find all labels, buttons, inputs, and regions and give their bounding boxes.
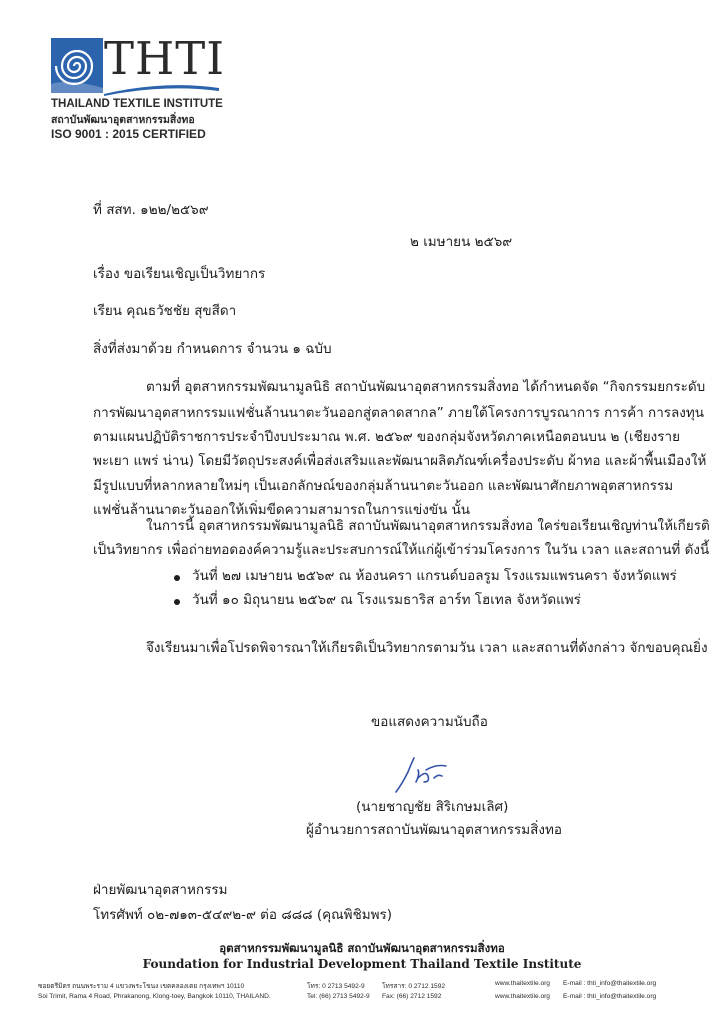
iso-certification: ISO 9001 : 2015 CERTIFIED xyxy=(51,127,206,141)
footer-org-en: Foundation for Industrial Development Thailand Textile Institute xyxy=(142,957,582,971)
paragraph-line: ในการนี้ อุตสาหกรรมพัฒนามูลนิธิ สถาบันพัฒนาอุตสาหกรรมสิ่งทอ ใคร่ขอเรียนเชิญท่านให้เกียรติ xyxy=(146,518,710,534)
reference-number: ที่ สสท. ๑๒๒/๒๕๖๙ xyxy=(93,202,209,218)
footer-email: E-mail : thti_info@thaitextile.org xyxy=(563,993,657,1000)
signer-name: (นายชาญชัย สิริเกษมเลิศ) xyxy=(356,799,509,815)
signature-image xyxy=(388,748,468,796)
spiral-logo-icon xyxy=(51,38,103,93)
list-item: วันที่ ๑๐ มิถุนายน ๒๕๖๙ ณ โรงแรมธาริส อาร์ท โฮเทล จังหวัดแพร่ xyxy=(192,592,581,608)
footer-fax-th: โทรสาร: 0 2712 1592 xyxy=(382,983,446,990)
logo-name-en: THAILAND TEXTILE INSTITUTE xyxy=(51,98,223,110)
logo-abbreviation: THTI xyxy=(104,32,226,85)
paragraph-line: การพัฒนาอุตสาหกรรมแฟชั่นล้านนาตะวันออกสู่ตลาดสากล” ภายใต้โครงการบูรณาการ การค้า การลงทุน xyxy=(93,405,705,421)
paragraph-line: แฟชั่นล้านนาตะวันออกให้เพิ่มขีดความสามารถในการแข่งขัน นั้น xyxy=(93,502,471,518)
footer-website: www.thaitextile.org xyxy=(495,993,550,1000)
enclosure: สิ่งที่ส่งมาด้วย กำหนดการ จำนวน ๑ ฉบับ xyxy=(93,341,332,357)
complimentary-close: ขอแสดงความนับถือ xyxy=(371,714,488,730)
logo-swoosh xyxy=(104,82,219,96)
footer-website: www.thaitextile.org xyxy=(495,980,550,987)
bullet-icon xyxy=(174,575,180,581)
logo-name-th: สถาบันพัฒนาอุตสาหกรรมสิ่งทอ xyxy=(51,114,195,126)
recipient: เรียน คุณธวัชชัย สุขสีดา xyxy=(93,303,237,319)
footer-email: E-mail : thti_info@thaitextile.org xyxy=(563,980,657,987)
paragraph-line: เป็นวิทยากร เพื่อถ่ายทอดองค์ความรู้และประสบการณ์ให้แก่ผู้เข้าร่วมโครงการ ในวัน เวลา และสถานที่ ดังนี้ xyxy=(93,542,710,558)
footer-address-th: ซอยตรีมิตร ถนนพระราม 4 แขวงพระโขนง เขตคลองเตย กรุงเทพฯ 10110 xyxy=(38,983,245,990)
footer-tel-th: โทร: 0 2713 5492-9 xyxy=(307,983,365,990)
paragraph-line: มีรูปแบบที่หลากหลายใหม่ๆ เป็นเอกลักษณ์ของกลุ่มล้านนาตะวันออก และพัฒนาศักยภาพอุตสาหกรรม xyxy=(93,478,674,494)
footer-org-th: อุตสาหกรรมพัฒนามูลนิธิ สถาบันพัฒนาอุตสาหกรรมสิ่งทอ xyxy=(219,941,505,955)
letter-date: ๒ เมษายน ๒๕๖๙ xyxy=(410,234,513,250)
footer-address-en: Soi Trimit, Rama 4 Road, Phrakanong, Klong-toey, Bangkok 10110, THAILAND. xyxy=(38,993,271,1000)
department: ฝ่ายพัฒนาอุตสาหกรรม xyxy=(93,882,228,898)
footer-tel-en: Tel: (66) 2713 5492-9 xyxy=(307,993,370,1000)
footer-fax-en: Fax: (66) 2712 1592 xyxy=(382,993,442,1000)
paragraph-line: ตามที่ อุตสาหกรรมพัฒนามูลนิธิ สถาบันพัฒนาอุตสาหกรรมสิ่งทอ ได้กำหนดจัด “กิจกรรมยกระดับ xyxy=(146,379,706,395)
paragraph-line: พะเยา แพร่ น่าน) โดยมีวัตถุประสงค์เพื่อส่งเสริมและพัฒนาผลิตภัณฑ์เครื่องประดับ ผ้าทอ และผ้าพื้นเมืองให้ xyxy=(93,453,707,469)
contact-phone: โทรศัพท์ ๐๒-๗๑๓-๕๔๙๒-๙ ต่อ ๘๘๘ (คุณพิชิมพร) xyxy=(93,907,393,923)
signer-title: ผู้อำนวยการสถาบันพัฒนาอุตสาหกรรมสิ่งทอ xyxy=(306,822,563,838)
paragraph-line: ตามแผนปฏิบัติราชการประจำปีงบประมาณ พ.ศ. ๒๕๖๙ ของกลุ่มจังหวัดภาคเหนือตอนบน ๒ (เชียงราย xyxy=(93,429,680,445)
closing-request: จึงเรียนมาเพื่อโปรดพิจารณาให้เกียรติเป็นวิทยากรตามวัน เวลา และสถานที่ดังกล่าว จักขอบคุณยิ่ง xyxy=(146,640,708,656)
list-item: วันที่ ๒๗ เมษายน ๒๕๖๙ ณ ห้องนครา แกรนด์บอลรูม โรงแรมแพรนครา จังหวัดแพร่ xyxy=(192,568,677,584)
subject: เรื่อง ขอเรียนเชิญเป็นวิทยากร xyxy=(93,266,266,282)
bullet-icon xyxy=(174,599,180,605)
